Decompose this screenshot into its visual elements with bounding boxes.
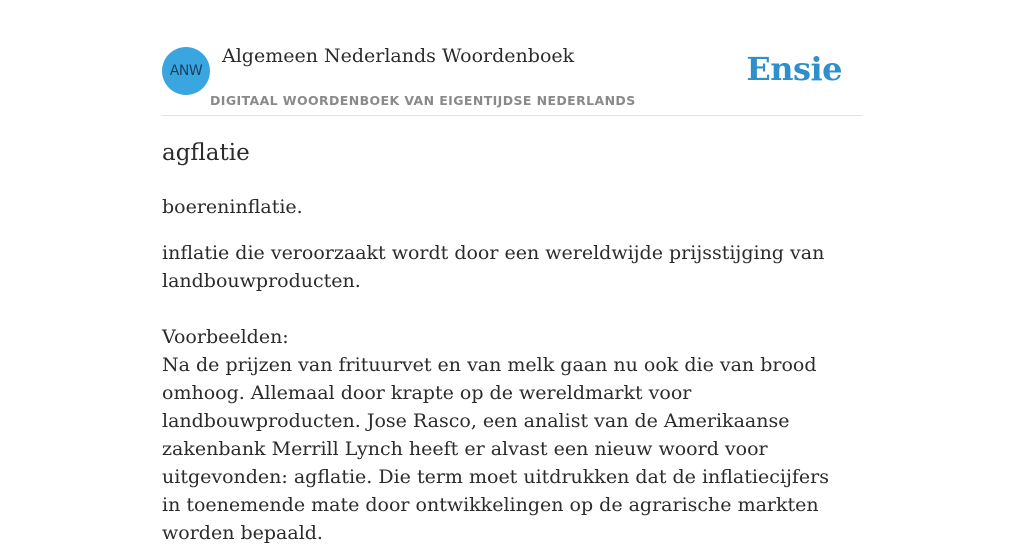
site-title[interactable]: Algemeen Nederlands Woordenboek xyxy=(222,45,575,67)
site-header xyxy=(162,0,862,116)
logo-text: ANW xyxy=(169,63,203,79)
site-subtitle: DIGITAAL WOORDENBOEK VAN EIGENTIJDSE NEDERLANDS xyxy=(210,93,636,108)
ensie-logo[interactable]: Ensie xyxy=(746,50,842,88)
page xyxy=(162,0,862,544)
example-text: Na de prijzen van frituurvet en van melk gaan nu ook die van brood omhoog. Allemaal door krapte op de wereldmarkt voor landbouwproducten. Jose Rasco, een analist van de Amerikaanse zakenbank Merrill Lynch heeft er alvast een nieuw woord voor uitgevonden: agflatie. Die term moet uitdrukken dat de inflatiecijfers in toenemende mate door ontwikkelingen op de agrarische markten worden bepaald. xyxy=(162,354,829,544)
definition: inflatie die veroorzaakt wordt door een wereldwijde prijsstijging van landbouwproducten. xyxy=(162,242,825,292)
examples-label: Voorbeelden: xyxy=(162,326,289,348)
headword: agflatie xyxy=(162,140,250,166)
synonym: boereninflatie. xyxy=(162,196,303,218)
anw-logo[interactable] xyxy=(162,47,210,95)
examples-section xyxy=(162,323,852,547)
